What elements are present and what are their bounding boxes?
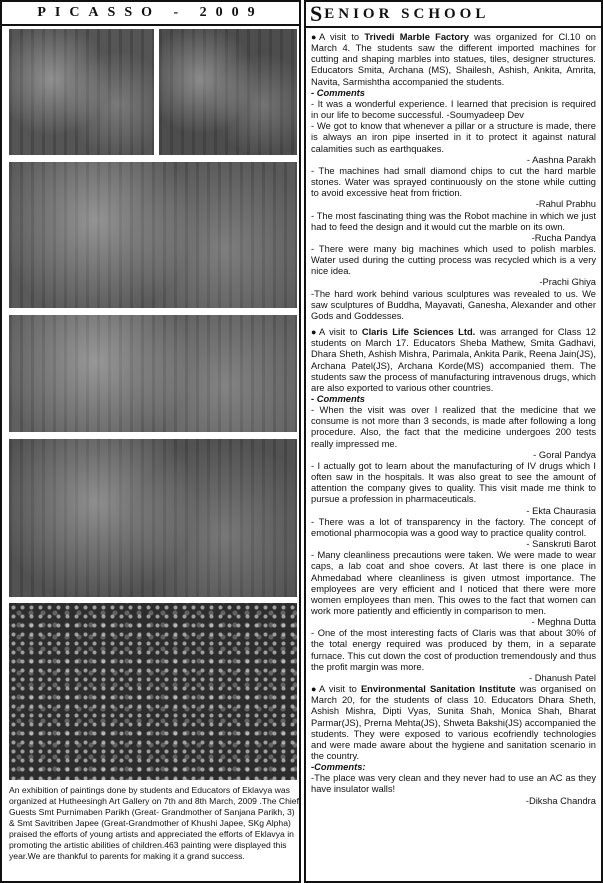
visit-marble-factory: ● A visit to Trivedi Marble Factory was organized for Cl.10 on March 4. The students saw the different imported machines for cutting and shaping marbles into statues, tiles, designer structures. Educators Smita, Archana (MS), Shailesh, Ashish, Ankita, Amrita, Navita, Sarmishtha accompanied the students. bbox=[311, 32, 596, 87]
photo-pottery-display bbox=[9, 603, 297, 780]
title-initial: S bbox=[310, 1, 325, 26]
photo-exhibition-crowd bbox=[9, 439, 297, 597]
photo-gallery-visitors bbox=[9, 315, 297, 432]
left-column bbox=[0, 0, 301, 883]
comment: - The machines had small diamond chips to cut the hard marble stones. Water was sprayed continuously on the stone while cutting to avoid excessive heat from friction. bbox=[311, 165, 596, 199]
photo-lamp-lighting bbox=[159, 29, 297, 155]
comment: - There were many big machines which used to polish marbles. Water used during the cutting process was recycled which is a very nice idea. bbox=[311, 243, 596, 277]
comment-author: -Rucha Pandya bbox=[531, 232, 596, 243]
bullet-icon: ● bbox=[311, 32, 317, 42]
comment-author: - Dhanush Patel bbox=[528, 672, 596, 683]
photo-chief-guests bbox=[9, 29, 154, 155]
comment-author: -Diksha Chandra bbox=[525, 795, 596, 806]
visit-sanitation-institute: ● A visit to Environmental Sanitation Institute was organised on March 20, for the students of class 10. Educators Dhara Sheth, Ashish Mishra, Dipti Vyas, Sunita Shah, Monica Shah, Bharat Parmar(JS), Prerna Mehta(JS), Shweta Bakshi(JS) accompanied the students. They were exposed to various ecofriendly technologies and were made aware about the hygiene and sanitation scenario in the country. bbox=[311, 684, 596, 761]
right-column bbox=[304, 0, 603, 883]
comment-author: - Goral Pandya bbox=[533, 449, 596, 460]
comments-heading: - Comments bbox=[311, 87, 365, 98]
right-column-title bbox=[306, 2, 601, 28]
comment-author: -Rahul Prabhu bbox=[535, 199, 596, 210]
comment-author: -Prachi Ghiya bbox=[539, 277, 596, 288]
comment: - The most fascinating thing was the Robot machine in which we just had to feed the design and it would cut the marble on its own. bbox=[311, 210, 596, 232]
visit-claris: ● A visit to Claris Life Sciences Ltd. was arranged for Class 12 students on March 17. Educators Sheba Mathew, Smita Gadhavi, Dhara Sheth, Ashish Mishra, Parimala, Ankita Parik, Reena Jain(JS), Archana Patel(JS), Archana Korde(MS) accompanied them. The students saw the process of manufacturing intravenous drugs, which are also exported to various other countries. bbox=[311, 327, 596, 393]
left-column-title: PICASSO - 2009 bbox=[2, 2, 299, 26]
comment: -The hard work behind various sculptures was revealed to us. We saw sculptures of Buddha, Mayavati, Ganesha, Alexander and other Gods and Goddesses. bbox=[311, 288, 596, 321]
title-rest: ENIOR SCHOOL bbox=[324, 5, 490, 22]
comment: - Many cleanliness precautions were taken. We were made to wear caps, a lab coat and shoe covers. At last there is one place in Ahmedabad where cleanliness is given utmost importance. The employees are very efficient and I noticed that there were more women employees than men. This owes to the fact that women can work more patiently and efficiently in comparison to men. bbox=[311, 550, 596, 616]
comment-author: - Ekta Chaurasia bbox=[526, 505, 596, 516]
comments-heading: - Comments bbox=[311, 394, 365, 404]
comment: - One of the most interesting facts of Claris was that about 30% of the total energy required was produced by them, in a separate furnace. This cut down the cost of production tremendously and thus the profit margin was more. bbox=[311, 628, 596, 672]
comment-author: - Aashna Parakh bbox=[526, 154, 596, 165]
comment: - We got to know that whenever a pillar or a structure is made, there is always an iron pipe inserted in it to protect it against natural calamities such as earthquakes. bbox=[311, 121, 596, 154]
bullet-icon: ● bbox=[311, 327, 317, 338]
comment: - When the visit was over I realized that the medicine that we consume is not more than 3 seconds, is made after following a long procedure. Also, the fact that the medicine undergoes 200 tests really impressed me. bbox=[311, 405, 596, 449]
photo-students-greeting bbox=[9, 162, 297, 308]
exhibition-caption: An exhibition of paintings done by students and Educators of Eklavya was organized at Hutheesingh Art Gallery on 7th and 8th March, 2009 .The Chief Guests Smt Purnimaben Parikh (Great- Grandmother of Sanjana Parikh, 3) & Smt Savitriben Japee (Great-Grandmother of Khushi Japee, SKg Alpha) praised the efforts of young artists and appreciated the efforts of Eklavya in promoting the artistic abilities of children.463 painting were displayed this year.We are thankful to parents for making it a grand success. bbox=[9, 785, 299, 861]
right-column-body bbox=[306, 28, 601, 807]
comment: - I actually got to learn about the manufacturing of IV drugs which I often saw in the hospitals. It was also great to see the amount of attention the company gives to quality. This visit made me think to pursue a profession in pharmaceuticals. bbox=[311, 460, 596, 505]
comment: - It was a wonderful experience. I learned that precision is required in our life to become successful. -Soumyadeep Dev bbox=[311, 98, 596, 121]
bullet-icon: ● bbox=[311, 684, 317, 695]
comment-author: - Meghna Dutta bbox=[531, 617, 596, 628]
comment: -The place was very clean and they never had to use an AC as they have insulator walls! bbox=[311, 773, 596, 795]
comment-author: - Sanskruti Barot bbox=[526, 539, 596, 550]
comment: - There was a lot of transparency in the factory. The concept of emotional pharmocopia was a good way to practice quality control. bbox=[311, 516, 596, 538]
comments-heading: -Comments: bbox=[311, 762, 366, 773]
